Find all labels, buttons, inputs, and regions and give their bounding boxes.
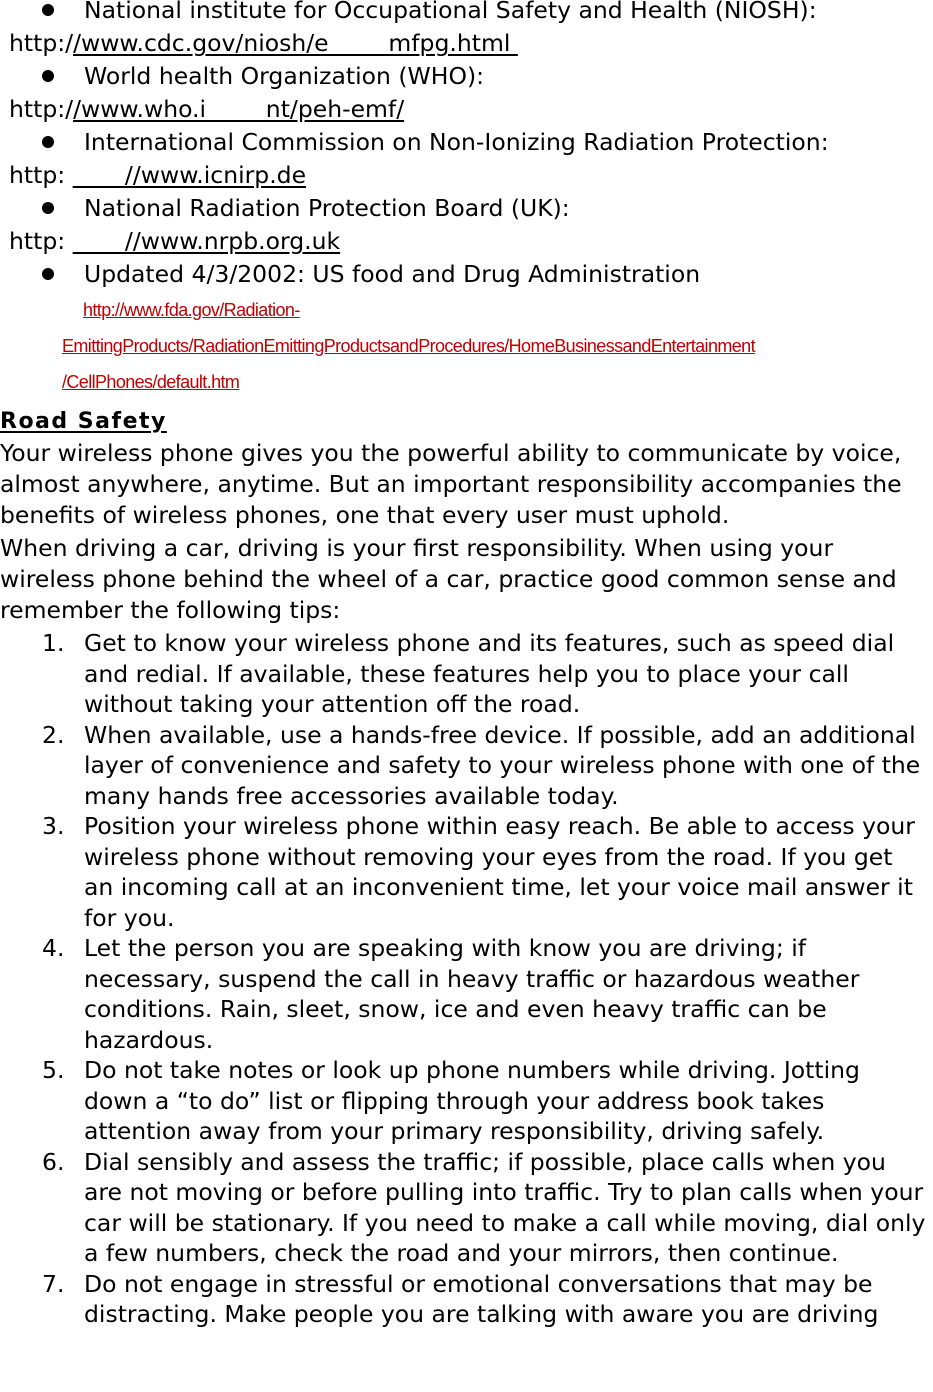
icnirp-link[interactable]: //www.icnirp.de xyxy=(72,161,307,189)
item-number: 4. xyxy=(42,934,65,962)
item-number: 6. xyxy=(42,1147,65,1176)
item-text: Do not take notes or look up phone numbers while driving. Jotting down a “to do” list or flipping through your address book takes attention away from your primary responsibility, driving safely. xyxy=(84,1056,860,1145)
bullet-icon xyxy=(42,202,54,214)
url-prefix: http: xyxy=(9,227,73,255)
list-item xyxy=(0,1055,933,1147)
list-item xyxy=(0,811,933,933)
niosh-link[interactable]: /www.cdc.gov/niosh/e mfpg.html xyxy=(73,29,518,57)
nrpb-link[interactable]: //www.nrpb.org.uk xyxy=(72,227,341,255)
bullet-icon xyxy=(42,268,54,280)
fda-link-block[interactable] xyxy=(0,292,933,400)
item-number: 2. xyxy=(42,720,65,749)
item-number: 7. xyxy=(42,1269,65,1298)
url-prefix: http:/ xyxy=(9,29,74,57)
list-item xyxy=(0,628,933,720)
fda-link-line[interactable]: EmittingProducts/RadiationEmittingProductsandProcedures/HomeBusinessandEntertainment xyxy=(62,336,755,356)
resource-url xyxy=(0,159,933,192)
resource-url xyxy=(0,93,933,126)
list-item xyxy=(0,933,933,1055)
list-item xyxy=(0,1269,933,1330)
resource-name: Updated 4/3/2002: US food and Drug Administration xyxy=(84,260,701,288)
list-item xyxy=(0,1147,933,1269)
item-text: Dial sensibly and assess the traffic; if possible, place calls when you are not moving or before pulling into traffic. Try to plan calls when your car will be stationary. If you need to make a call while moving, dial only a few numbers, check the road and your mirrors, then continue. xyxy=(84,1147,926,1267)
list-item xyxy=(0,192,933,225)
list-item xyxy=(0,60,933,93)
bullet-icon xyxy=(42,4,54,16)
resource-name: National institute for Occupational Safety and Health (NIOSH): xyxy=(84,0,817,24)
item-text: When available, use a hands-free device. If possible, add an additional layer of convenience and safety to your wireless phone with one of the many hands free accessories available today. xyxy=(84,720,921,810)
item-text: Let the person you are speaking with know you are driving; if necessary, suspend the call in heavy traffic or hazardous weather conditions. Rain, sleet, snow, ice and even heavy traffic can be hazardous. xyxy=(84,934,860,1054)
resource-url xyxy=(0,27,933,60)
item-text: Do not engage in stressful or emotional conversations that may be distracting. Make people you are talking with aware you are driving xyxy=(84,1269,879,1328)
url-prefix: http: xyxy=(9,161,73,189)
who-link[interactable]: /www.who.i nt/peh-emf/ xyxy=(73,95,405,123)
tips-list xyxy=(0,628,933,1330)
section-heading: Road Safety xyxy=(0,409,167,434)
intro-paragraph: When driving a car, driving is your first responsibility. When using your wireless phone behind the wheel of a car, practice good common sense and remember the following tips: xyxy=(0,534,897,624)
road-safety-section xyxy=(0,406,933,1330)
fda-link-line[interactable]: /CellPhones/default.htm xyxy=(62,372,240,392)
bullet-icon xyxy=(42,70,54,82)
resource-name: World health Organization (WHO): xyxy=(84,62,485,90)
item-text: Get to know your wireless phone and its features, such as speed dial and redial. If available, these features help you to place your call without taking your attention off the road. xyxy=(84,629,895,718)
url-prefix: http:/ xyxy=(9,95,74,123)
bullet-icon xyxy=(42,136,54,148)
list-item xyxy=(0,720,933,812)
resource-url xyxy=(0,225,933,258)
resource-name: National Radiation Protection Board (UK): xyxy=(84,194,570,222)
list-item xyxy=(0,126,933,159)
item-number: 1. xyxy=(42,629,65,657)
item-text: Position your wireless phone within easy reach. Be able to access your wireless phone without removing your eyes from the road. If you get an incoming call at an inconvenient time, let your voice mail answer it for you. xyxy=(84,812,915,932)
intro-paragraph: Your wireless phone gives you the powerful ability to communicate by voice, almost anywhere, anytime. But an important responsibility accompanies the benefits of wireless phones, one that every user must uphold. xyxy=(0,439,902,529)
list-item xyxy=(0,0,933,27)
resource-list xyxy=(0,0,933,400)
resource-name: International Commission on Non-Ionizing Radiation Protection: xyxy=(84,128,829,156)
fda-link-line[interactable]: http://www.fda.gov/Radiation- xyxy=(83,300,300,320)
list-item xyxy=(0,258,933,291)
item-number: 3. xyxy=(42,812,65,840)
item-number: 5. xyxy=(42,1056,65,1084)
